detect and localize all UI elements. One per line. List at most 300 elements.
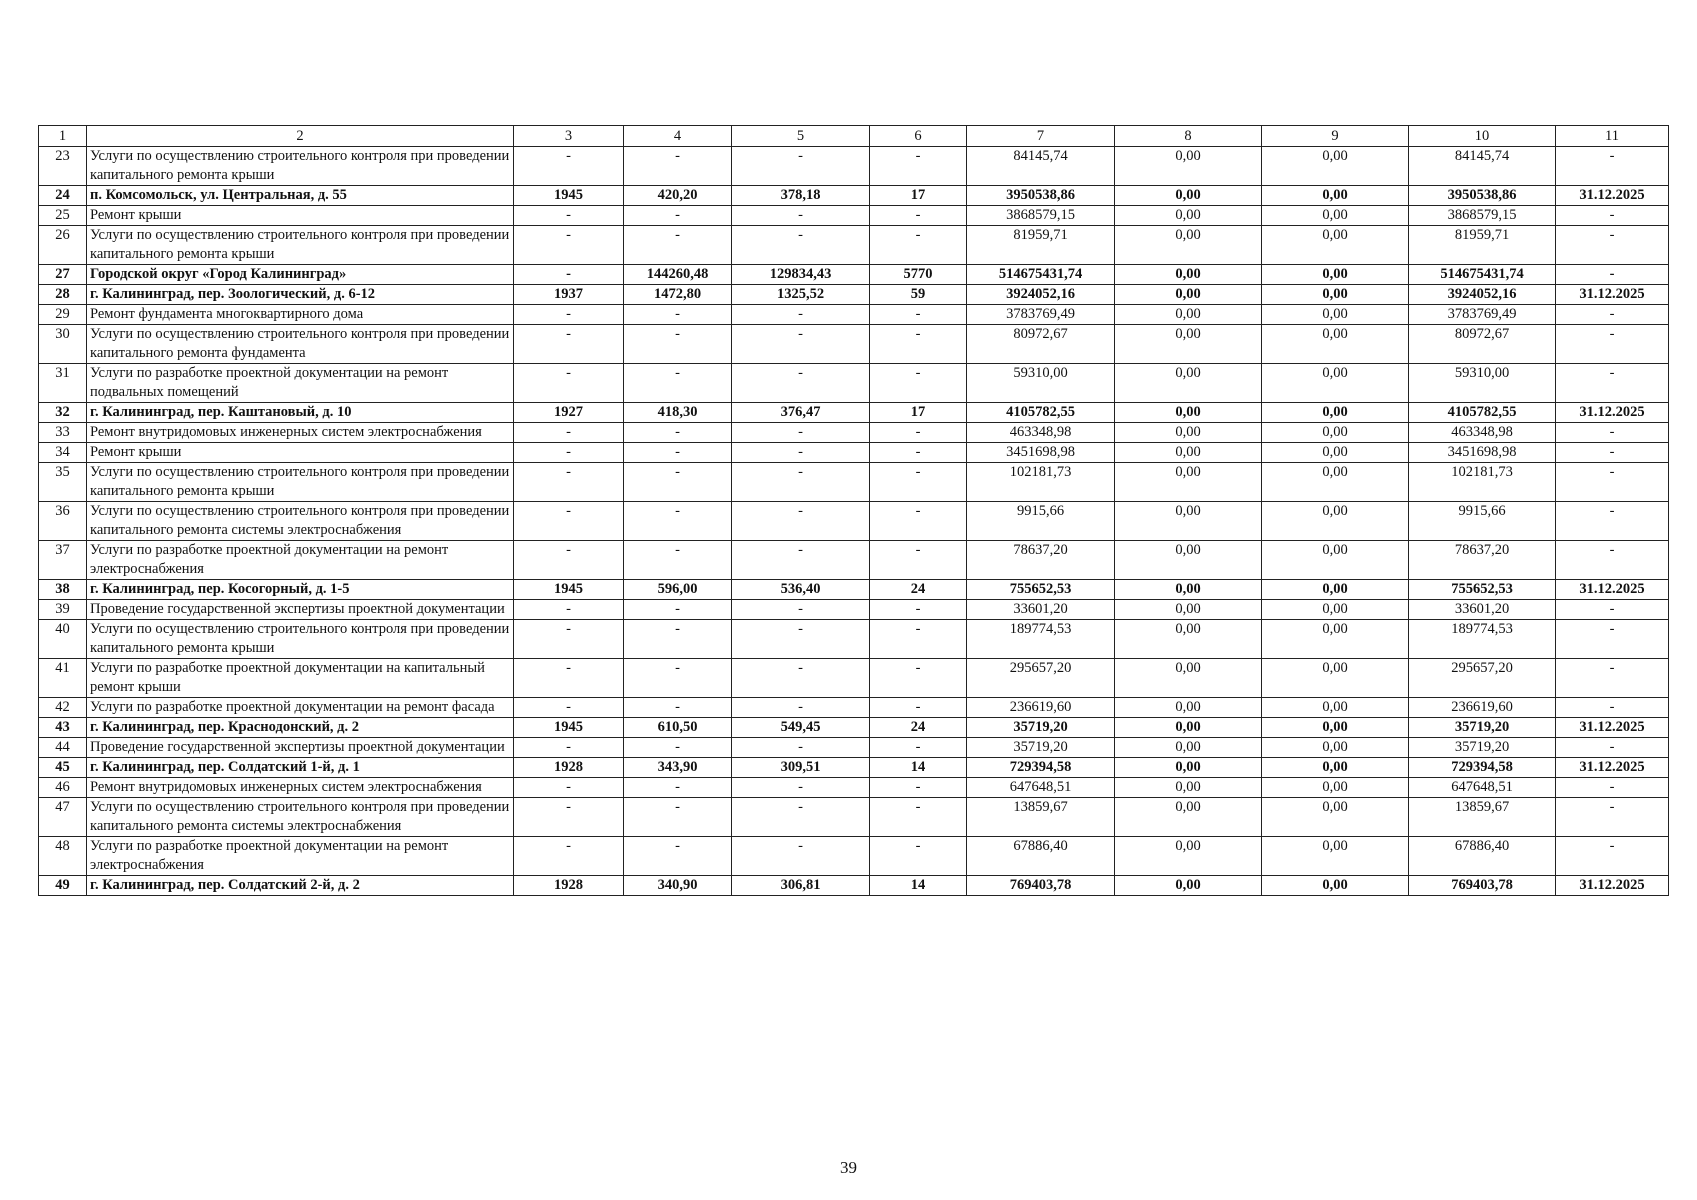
area-total-cell: - (624, 541, 732, 580)
area-living-cell: - (732, 798, 870, 837)
year-cell: - (514, 443, 624, 463)
deadline-cell: 31.12.2025 (1556, 876, 1669, 896)
budget-cell: 0,00 (1262, 364, 1409, 403)
table-row (39, 305, 1669, 325)
cost-total-cell: 9915,66 (967, 502, 1115, 541)
owners-cell: 59310,00 (1409, 364, 1556, 403)
area-total-cell: - (624, 305, 732, 325)
row-number-cell: 26 (39, 226, 87, 265)
owners-cell: 35719,20 (1409, 718, 1556, 738)
residents-cell: - (870, 364, 967, 403)
area-living-cell: - (732, 423, 870, 443)
table-row (39, 758, 1669, 778)
budget-cell: 0,00 (1262, 620, 1409, 659)
description-cell: Услуги по осуществлению строительного контроля при проведении капитального ремонта крыши (87, 620, 514, 659)
table-row (39, 403, 1669, 423)
row-number-cell: 40 (39, 620, 87, 659)
owners-cell: 35719,20 (1409, 738, 1556, 758)
area-living-cell: - (732, 541, 870, 580)
row-number-cell: 23 (39, 147, 87, 186)
fund-cell: 0,00 (1115, 463, 1262, 502)
area-living-cell: - (732, 305, 870, 325)
cost-total-cell: 84145,74 (967, 147, 1115, 186)
owners-cell: 755652,53 (1409, 580, 1556, 600)
row-number-cell: 48 (39, 837, 87, 876)
area-total-cell: 144260,48 (624, 265, 732, 285)
table-row (39, 876, 1669, 896)
table-row (39, 325, 1669, 364)
year-cell: 1945 (514, 718, 624, 738)
description-cell: Городской округ «Город Калининград» (87, 265, 514, 285)
owners-cell: 729394,58 (1409, 758, 1556, 778)
description-cell: Ремонт внутридомовых инженерных систем электроснабжения (87, 423, 514, 443)
area-living-cell: - (732, 738, 870, 758)
year-cell: 1945 (514, 580, 624, 600)
cost-total-cell: 35719,20 (967, 738, 1115, 758)
deadline-cell: 31.12.2025 (1556, 186, 1669, 206)
year-cell: - (514, 620, 624, 659)
residents-cell: - (870, 778, 967, 798)
deadline-cell: 31.12.2025 (1556, 580, 1669, 600)
area-living-cell: 1325,52 (732, 285, 870, 305)
cost-total-cell: 35719,20 (967, 718, 1115, 738)
budget-cell: 0,00 (1262, 147, 1409, 186)
page-number: 39 (840, 1158, 857, 1177)
area-total-cell: - (624, 423, 732, 443)
row-number-cell: 34 (39, 443, 87, 463)
column-header: 11 (1556, 126, 1669, 147)
description-cell: Ремонт фундамента многоквартирного дома (87, 305, 514, 325)
area-living-cell: - (732, 659, 870, 698)
row-number-cell: 43 (39, 718, 87, 738)
area-living-cell: - (732, 325, 870, 364)
deadline-cell: - (1556, 837, 1669, 876)
deadline-cell: - (1556, 147, 1669, 186)
residents-cell: 17 (870, 186, 967, 206)
table-row (39, 798, 1669, 837)
row-number-cell: 24 (39, 186, 87, 206)
residents-cell: 5770 (870, 265, 967, 285)
residents-cell: - (870, 502, 967, 541)
description-cell: Услуги по разработке проектной документации на ремонт фасада (87, 698, 514, 718)
owners-cell: 3868579,15 (1409, 206, 1556, 226)
description-cell: Услуги по разработке проектной документации на ремонт электроснабжения (87, 541, 514, 580)
area-total-cell: - (624, 620, 732, 659)
year-cell: - (514, 502, 624, 541)
budget-cell: 0,00 (1262, 541, 1409, 580)
description-cell: г. Калининград, пер. Краснодонский, д. 2 (87, 718, 514, 738)
area-living-cell: - (732, 600, 870, 620)
year-cell: - (514, 463, 624, 502)
fund-cell: 0,00 (1115, 600, 1262, 620)
area-total-cell: - (624, 837, 732, 876)
owners-cell: 3783769,49 (1409, 305, 1556, 325)
table-header (39, 126, 1669, 147)
area-total-cell: - (624, 463, 732, 502)
budget-cell: 0,00 (1262, 206, 1409, 226)
row-number-cell: 31 (39, 364, 87, 403)
year-cell: - (514, 659, 624, 698)
cost-total-cell: 4105782,55 (967, 403, 1115, 423)
fund-cell: 0,00 (1115, 443, 1262, 463)
owners-cell: 78637,20 (1409, 541, 1556, 580)
table-row (39, 718, 1669, 738)
budget-cell: 0,00 (1262, 718, 1409, 738)
fund-cell: 0,00 (1115, 798, 1262, 837)
deadline-cell: - (1556, 502, 1669, 541)
row-number-cell: 27 (39, 265, 87, 285)
deadline-cell: - (1556, 364, 1669, 403)
fund-cell: 0,00 (1115, 265, 1262, 285)
year-cell: - (514, 698, 624, 718)
area-living-cell: - (732, 778, 870, 798)
area-living-cell: - (732, 443, 870, 463)
residents-cell: 24 (870, 718, 967, 738)
description-cell: Услуги по осуществлению строительного контроля при проведении капитального ремонта крыши (87, 226, 514, 265)
year-cell: 1945 (514, 186, 624, 206)
column-header: 10 (1409, 126, 1556, 147)
area-total-cell: 420,20 (624, 186, 732, 206)
deadline-cell: - (1556, 423, 1669, 443)
owners-cell: 3924052,16 (1409, 285, 1556, 305)
area-living-cell: 536,40 (732, 580, 870, 600)
table-row (39, 226, 1669, 265)
budget-cell: 0,00 (1262, 778, 1409, 798)
owners-cell: 9915,66 (1409, 502, 1556, 541)
deadline-cell: 31.12.2025 (1556, 285, 1669, 305)
budget-cell: 0,00 (1262, 186, 1409, 206)
area-living-cell: - (732, 698, 870, 718)
row-number-cell: 44 (39, 738, 87, 758)
table-row (39, 620, 1669, 659)
residents-cell: - (870, 463, 967, 502)
row-number-cell: 29 (39, 305, 87, 325)
area-living-cell: - (732, 463, 870, 502)
deadline-cell: - (1556, 443, 1669, 463)
deadline-cell: 31.12.2025 (1556, 403, 1669, 423)
fund-cell: 0,00 (1115, 758, 1262, 778)
table-row (39, 265, 1669, 285)
owners-cell: 13859,67 (1409, 798, 1556, 837)
table-row (39, 580, 1669, 600)
area-total-cell: 1472,80 (624, 285, 732, 305)
deadline-cell: - (1556, 600, 1669, 620)
fund-cell: 0,00 (1115, 423, 1262, 443)
area-total-cell: - (624, 600, 732, 620)
row-number-cell: 30 (39, 325, 87, 364)
year-cell: - (514, 600, 624, 620)
description-cell: г. Калининград, пер. Солдатский 2-й, д. 2 (87, 876, 514, 896)
deadline-cell: - (1556, 325, 1669, 364)
fund-cell: 0,00 (1115, 186, 1262, 206)
cost-total-cell: 78637,20 (967, 541, 1115, 580)
column-header: 6 (870, 126, 967, 147)
budget-cell: 0,00 (1262, 698, 1409, 718)
description-cell: Услуги по осуществлению строительного контроля при проведении капитального ремонта крыши (87, 147, 514, 186)
deadline-cell: - (1556, 659, 1669, 698)
budget-cell: 0,00 (1262, 305, 1409, 325)
residents-cell: - (870, 206, 967, 226)
area-total-cell: - (624, 698, 732, 718)
table-row (39, 698, 1669, 718)
year-cell: - (514, 738, 624, 758)
area-total-cell: 340,90 (624, 876, 732, 896)
budget-cell: 0,00 (1262, 600, 1409, 620)
table-row (39, 778, 1669, 798)
deadline-cell: - (1556, 778, 1669, 798)
cost-total-cell: 102181,73 (967, 463, 1115, 502)
description-cell: г. Калининград, пер. Солдатский 1-й, д. 1 (87, 758, 514, 778)
owners-cell: 3950538,86 (1409, 186, 1556, 206)
table-row (39, 541, 1669, 580)
deadline-cell: - (1556, 541, 1669, 580)
row-number-cell: 49 (39, 876, 87, 896)
description-cell: Ремонт крыши (87, 206, 514, 226)
column-header: 9 (1262, 126, 1409, 147)
fund-cell: 0,00 (1115, 837, 1262, 876)
table-row (39, 837, 1669, 876)
fund-cell: 0,00 (1115, 580, 1262, 600)
owners-cell: 463348,98 (1409, 423, 1556, 443)
fund-cell: 0,00 (1115, 541, 1262, 580)
area-total-cell: - (624, 325, 732, 364)
residents-cell: - (870, 620, 967, 659)
owners-cell: 514675431,74 (1409, 265, 1556, 285)
fund-cell: 0,00 (1115, 226, 1262, 265)
row-number-cell: 33 (39, 423, 87, 443)
area-total-cell: - (624, 443, 732, 463)
area-total-cell: - (624, 502, 732, 541)
year-cell: - (514, 147, 624, 186)
cost-total-cell: 3924052,16 (967, 285, 1115, 305)
area-total-cell: 343,90 (624, 758, 732, 778)
area-total-cell: - (624, 206, 732, 226)
area-living-cell: - (732, 837, 870, 876)
cost-total-cell: 81959,71 (967, 226, 1115, 265)
fund-cell: 0,00 (1115, 718, 1262, 738)
residents-cell: - (870, 423, 967, 443)
residents-cell: 14 (870, 758, 967, 778)
area-living-cell: - (732, 147, 870, 186)
area-total-cell: - (624, 738, 732, 758)
budget-cell: 0,00 (1262, 463, 1409, 502)
residents-cell: - (870, 541, 967, 580)
owners-cell: 80972,67 (1409, 325, 1556, 364)
row-number-cell: 36 (39, 502, 87, 541)
description-cell: Услуги по разработке проектной документации на ремонт подвальных помещений (87, 364, 514, 403)
row-number-cell: 41 (39, 659, 87, 698)
area-total-cell: - (624, 659, 732, 698)
table-row (39, 659, 1669, 698)
cost-total-cell: 33601,20 (967, 600, 1115, 620)
area-living-cell: - (732, 364, 870, 403)
budget-cell: 0,00 (1262, 738, 1409, 758)
row-number-cell: 25 (39, 206, 87, 226)
row-number-cell: 28 (39, 285, 87, 305)
description-cell: Услуги по разработке проектной документации на ремонт электроснабжения (87, 837, 514, 876)
cost-total-cell: 67886,40 (967, 837, 1115, 876)
table-row (39, 600, 1669, 620)
year-cell: - (514, 837, 624, 876)
budget-cell: 0,00 (1262, 226, 1409, 265)
row-number-cell: 32 (39, 403, 87, 423)
description-cell: Услуги по осуществлению строительного контроля при проведении капитального ремонта системы электроснабжения (87, 798, 514, 837)
table-row (39, 206, 1669, 226)
residents-cell: 14 (870, 876, 967, 896)
column-header: 4 (624, 126, 732, 147)
year-cell: - (514, 423, 624, 443)
description-cell: п. Комсомольск, ул. Центральная, д. 55 (87, 186, 514, 206)
column-header: 5 (732, 126, 870, 147)
fund-cell: 0,00 (1115, 620, 1262, 659)
residents-cell: - (870, 698, 967, 718)
owners-cell: 647648,51 (1409, 778, 1556, 798)
residents-cell: - (870, 305, 967, 325)
area-total-cell: - (624, 778, 732, 798)
deadline-cell: - (1556, 738, 1669, 758)
cost-total-cell: 59310,00 (967, 364, 1115, 403)
deadline-cell: - (1556, 620, 1669, 659)
deadline-cell: - (1556, 305, 1669, 325)
area-total-cell: - (624, 147, 732, 186)
area-living-cell: - (732, 226, 870, 265)
description-cell: Услуги по разработке проектной документации на капитальный ремонт крыши (87, 659, 514, 698)
year-cell: 1937 (514, 285, 624, 305)
cost-total-cell: 13859,67 (967, 798, 1115, 837)
owners-cell: 189774,53 (1409, 620, 1556, 659)
owners-cell: 81959,71 (1409, 226, 1556, 265)
residents-cell: 24 (870, 580, 967, 600)
year-cell: - (514, 226, 624, 265)
table-row (39, 364, 1669, 403)
row-number-cell: 39 (39, 600, 87, 620)
table-row (39, 423, 1669, 443)
row-number-cell: 37 (39, 541, 87, 580)
fund-cell: 0,00 (1115, 285, 1262, 305)
cost-total-cell: 80972,67 (967, 325, 1115, 364)
owners-cell: 4105782,55 (1409, 403, 1556, 423)
area-total-cell: - (624, 364, 732, 403)
area-total-cell: 610,50 (624, 718, 732, 738)
area-living-cell: - (732, 206, 870, 226)
area-living-cell: 378,18 (732, 186, 870, 206)
description-cell: Услуги по осуществлению строительного контроля при проведении капитального ремонта крыши (87, 463, 514, 502)
table-row (39, 443, 1669, 463)
owners-cell: 769403,78 (1409, 876, 1556, 896)
fund-cell: 0,00 (1115, 403, 1262, 423)
description-cell: Ремонт крыши (87, 443, 514, 463)
table-row (39, 285, 1669, 305)
description-cell: Проведение государственной экспертизы проектной документации (87, 738, 514, 758)
budget-cell: 0,00 (1262, 837, 1409, 876)
table-row (39, 502, 1669, 541)
row-number-cell: 47 (39, 798, 87, 837)
owners-cell: 295657,20 (1409, 659, 1556, 698)
cost-total-cell: 647648,51 (967, 778, 1115, 798)
fund-cell: 0,00 (1115, 659, 1262, 698)
year-cell: - (514, 541, 624, 580)
fund-cell: 0,00 (1115, 778, 1262, 798)
cost-total-cell: 3451698,98 (967, 443, 1115, 463)
fund-cell: 0,00 (1115, 502, 1262, 541)
deadline-cell: - (1556, 265, 1669, 285)
residents-cell: - (870, 837, 967, 876)
budget-cell: 0,00 (1262, 502, 1409, 541)
table-row (39, 147, 1669, 186)
fund-cell: 0,00 (1115, 876, 1262, 896)
table-body (39, 147, 1669, 896)
owners-cell: 102181,73 (1409, 463, 1556, 502)
area-living-cell: 549,45 (732, 718, 870, 738)
budget-cell: 0,00 (1262, 423, 1409, 443)
description-cell: Ремонт внутридомовых инженерных систем электроснабжения (87, 778, 514, 798)
year-cell: 1928 (514, 758, 624, 778)
description-cell: Услуги по осуществлению строительного контроля при проведении капитального ремонта фундамента (87, 325, 514, 364)
year-cell: - (514, 305, 624, 325)
table-row (39, 738, 1669, 758)
fund-cell: 0,00 (1115, 206, 1262, 226)
deadline-cell: - (1556, 206, 1669, 226)
fund-cell: 0,00 (1115, 698, 1262, 718)
deadline-cell: 31.12.2025 (1556, 718, 1669, 738)
table-row (39, 186, 1669, 206)
description-cell: Услуги по осуществлению строительного контроля при проведении капитального ремонта системы электроснабжения (87, 502, 514, 541)
area-living-cell: - (732, 620, 870, 659)
cost-total-cell: 189774,53 (967, 620, 1115, 659)
cost-total-cell: 729394,58 (967, 758, 1115, 778)
table-row (39, 463, 1669, 502)
column-header: 2 (87, 126, 514, 147)
residents-cell: 17 (870, 403, 967, 423)
cost-total-cell: 514675431,74 (967, 265, 1115, 285)
budget-cell: 0,00 (1262, 580, 1409, 600)
budget-cell: 0,00 (1262, 285, 1409, 305)
budget-cell: 0,00 (1262, 798, 1409, 837)
budget-cell: 0,00 (1262, 265, 1409, 285)
cost-total-cell: 3868579,15 (967, 206, 1115, 226)
residents-cell: - (870, 738, 967, 758)
cost-total-cell: 295657,20 (967, 659, 1115, 698)
budget-cell: 0,00 (1262, 876, 1409, 896)
year-cell: - (514, 325, 624, 364)
area-total-cell: 596,00 (624, 580, 732, 600)
residents-cell: 59 (870, 285, 967, 305)
residents-cell: - (870, 443, 967, 463)
area-living-cell: 129834,43 (732, 265, 870, 285)
residents-cell: - (870, 798, 967, 837)
row-number-cell: 38 (39, 580, 87, 600)
year-cell: - (514, 778, 624, 798)
residents-cell: - (870, 600, 967, 620)
cost-total-cell: 236619,60 (967, 698, 1115, 718)
budget-cell: 0,00 (1262, 403, 1409, 423)
fund-cell: 0,00 (1115, 147, 1262, 186)
column-header: 1 (39, 126, 87, 147)
area-living-cell: 376,47 (732, 403, 870, 423)
area-living-cell: 309,51 (732, 758, 870, 778)
year-cell: - (514, 206, 624, 226)
fund-cell: 0,00 (1115, 305, 1262, 325)
area-living-cell: 306,81 (732, 876, 870, 896)
year-cell: 1928 (514, 876, 624, 896)
deadline-cell: - (1556, 226, 1669, 265)
residents-cell: - (870, 226, 967, 265)
column-header: 7 (967, 126, 1115, 147)
area-living-cell: - (732, 502, 870, 541)
year-cell: - (514, 265, 624, 285)
deadline-cell: - (1556, 463, 1669, 502)
owners-cell: 33601,20 (1409, 600, 1556, 620)
